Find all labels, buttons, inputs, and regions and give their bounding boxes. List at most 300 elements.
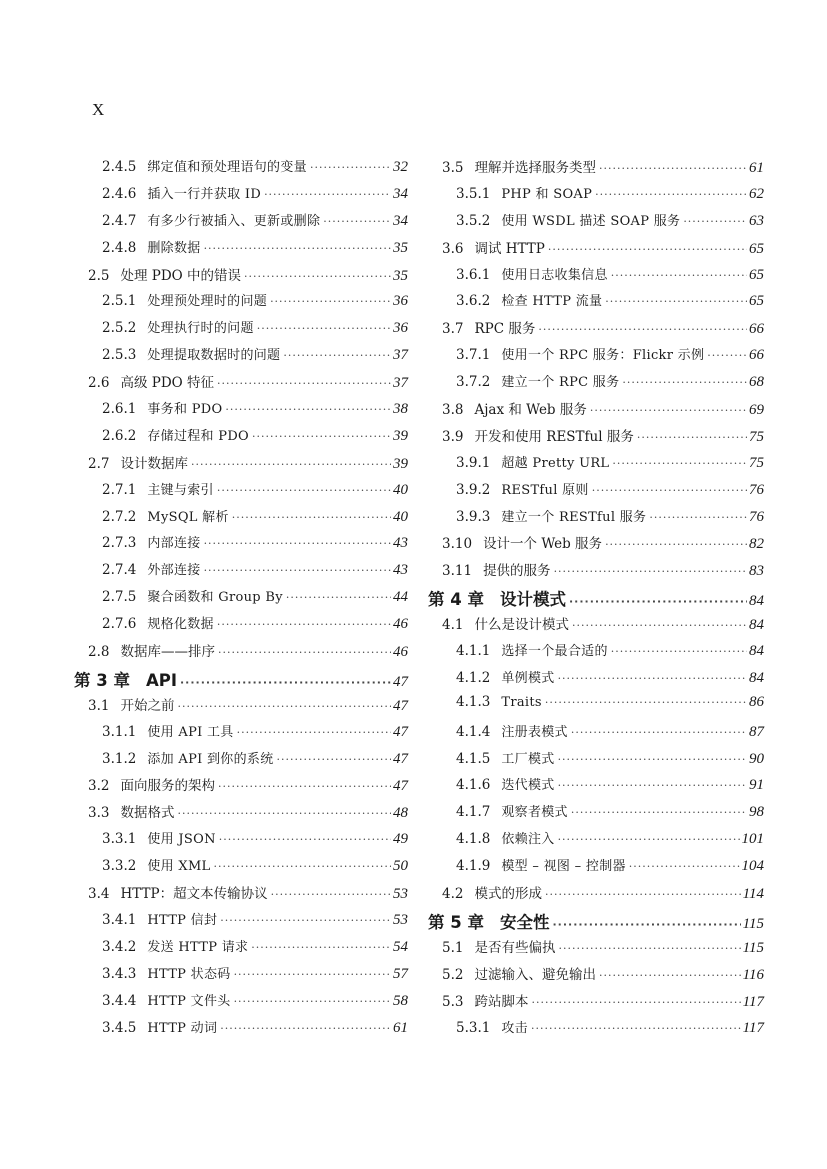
toc-entry-number: 3.4.4	[102, 992, 137, 1009]
toc-entry-section	[74, 264, 408, 291]
leader-dots	[180, 676, 391, 689]
toc-right-column	[428, 156, 764, 1043]
toc-entry-number: 3.7.2	[456, 374, 491, 391]
toc-entry-sub	[74, 479, 408, 506]
toc-entry-title: 存储过程和 PDO	[147, 428, 250, 444]
toc-entry-sub	[74, 613, 408, 640]
leader-dots	[545, 696, 747, 709]
toc-entry-title: 安全性	[499, 912, 550, 932]
toc-entry-title: 处理提取数据时的问题	[147, 348, 281, 364]
toc-entry-sub	[428, 210, 764, 237]
toc-entry-number: 2.7.6	[102, 616, 137, 633]
toc-entry-number: 3.9.1	[456, 454, 491, 471]
toc-entry-title: 模式的形成	[474, 886, 542, 903]
toc-entry-page: 53	[393, 886, 408, 903]
toc-entry-number: 5.3.1	[456, 1019, 491, 1036]
toc-entry-section	[428, 936, 764, 963]
toc-entry-sub	[428, 506, 764, 533]
toc-entry-title: 规格化数据	[147, 617, 214, 633]
toc-entry-sub	[428, 452, 764, 479]
toc-entry-sub	[428, 774, 764, 801]
toc-entry-page: 35	[393, 267, 408, 284]
toc-entry-section	[74, 801, 408, 828]
toc-entry-title: 设计一个 Web 服务	[483, 536, 603, 553]
toc-entry-title: 攻击	[501, 1020, 528, 1036]
toc-entry-page: 50	[393, 858, 408, 875]
toc-entry-sub	[428, 1017, 764, 1044]
leader-dots	[220, 914, 391, 927]
toc-entry-number: 2.7.2	[102, 508, 137, 525]
toc-entry-page: 58	[393, 992, 408, 1009]
toc-entry-title: 超越 Pretty URL	[501, 455, 610, 471]
toc-entry-page: 39	[393, 427, 408, 444]
leader-dots	[217, 377, 391, 390]
toc-entry-number: 2.4.5	[102, 159, 137, 175]
toc-entry-number: 2.7.1	[102, 481, 137, 498]
toc-entry-title: 过滤输入、避免输出	[474, 966, 596, 983]
toc-entry-sub	[74, 210, 408, 237]
toc-entry-number: 3.9.3	[456, 508, 491, 525]
toc-entry-title: 选择一个最合适的	[501, 644, 608, 660]
leader-dots	[225, 403, 391, 416]
toc-entry-page: 62	[749, 185, 764, 202]
toc-entry-number: 5.1	[442, 939, 464, 956]
toc-entry-sub	[428, 801, 764, 828]
leader-dots	[237, 726, 391, 739]
toc-entry-page: 48	[393, 805, 408, 822]
leader-dots	[218, 780, 391, 793]
toc-entry-title: 模型 – 视图 – 控制器	[501, 859, 626, 875]
toc-entry-sub	[74, 909, 408, 936]
toc-entry-page: 65	[749, 266, 764, 283]
leader-dots	[545, 888, 741, 901]
toc-entry-sub	[74, 586, 408, 613]
leader-dots	[558, 833, 740, 846]
toc-entry-page: 75	[749, 428, 764, 445]
toc-entry-number: 4.1.2	[456, 669, 491, 686]
toc-entry-number: 4.1.8	[456, 831, 491, 848]
leader-dots	[264, 188, 391, 201]
toc-entry-number: 3.5.1	[456, 185, 491, 202]
toc-entry-sub	[74, 828, 408, 855]
toc-entry-sub	[428, 290, 764, 317]
leader-dots	[558, 753, 747, 766]
toc-entry-number: 3.4.3	[102, 965, 137, 982]
toc-entry-section	[74, 882, 408, 909]
toc-entry-sub	[74, 990, 408, 1017]
leader-dots	[323, 215, 391, 228]
toc-entry-number: 3.4.2	[102, 938, 137, 955]
toc-entry-title: HTTP 文件头	[147, 993, 231, 1009]
leader-dots	[191, 458, 391, 471]
toc-entry-title: 调试 HTTP	[474, 240, 545, 257]
toc-entry-sub	[74, 1017, 408, 1044]
leader-dots	[531, 996, 740, 1009]
toc-entry-number: 3.7.1	[456, 347, 491, 364]
leader-dots	[622, 376, 747, 389]
leader-dots	[558, 672, 747, 685]
toc-entry-section	[74, 694, 408, 721]
toc-entry-title: HTTP 状态码	[147, 966, 231, 982]
leader-dots	[286, 591, 391, 604]
toc-entry-title: 外部连接	[147, 563, 201, 579]
toc-entry-page: 57	[393, 965, 408, 982]
leader-dots	[270, 295, 391, 308]
leader-dots	[629, 860, 740, 873]
toc-entry-title: 主键与索引	[147, 482, 214, 498]
leader-dots	[552, 918, 740, 931]
leader-dots	[271, 888, 391, 901]
toc-entry-title: 使用日志收集信息	[501, 267, 608, 283]
leader-dots	[554, 565, 747, 578]
toc-entry-page: 47	[393, 750, 408, 767]
toc-entry-number: 3.3.1	[102, 831, 137, 848]
toc-entry-title: 使用一个 RPC 服务：Flickr 示例	[501, 348, 705, 364]
toc-entry-number: 3.1	[88, 697, 110, 714]
leader-dots	[612, 457, 747, 470]
leader-dots	[220, 1022, 391, 1035]
toc-entry-title: 使用 JSON	[147, 832, 216, 848]
toc-entry-page: 49	[393, 831, 408, 848]
toc-entry-title: 观察者模式	[501, 805, 568, 821]
toc-entry-page: 47	[393, 697, 408, 714]
toc-entry-title: 提供的服务	[483, 563, 551, 580]
toc-entry-number: 3.9	[442, 428, 464, 445]
toc-entry-sub	[428, 748, 764, 775]
toc-entry-section	[428, 425, 764, 452]
leader-dots	[204, 564, 391, 577]
toc-entry-title: HTTP：超文本传输协议	[120, 886, 268, 903]
toc-entry-section	[428, 613, 764, 640]
toc-entry-number: 2.4.6	[102, 185, 137, 202]
toc-entry-number: 2.6.2	[102, 427, 137, 444]
toc-entry-page: 44	[393, 589, 408, 606]
toc-entry-number: 4.1.7	[456, 804, 491, 821]
toc-entry-page: 36	[393, 320, 408, 337]
toc-entry-page: 66	[749, 347, 764, 364]
toc-entry-sub	[428, 721, 764, 748]
leader-dots	[548, 243, 747, 256]
toc-entry-sub	[428, 371, 764, 398]
toc-entry-section	[74, 452, 408, 479]
toc-entry-title: 高级 PDO 特征	[120, 375, 215, 392]
toc-entry-title: 处理 PDO 中的错误	[120, 267, 242, 284]
toc-entry-page: 91	[749, 777, 764, 794]
leader-dots	[244, 270, 391, 283]
toc-entry-number: 3.10	[442, 536, 473, 553]
toc-entry-sub	[74, 532, 408, 559]
toc-entry-page: 36	[393, 293, 408, 310]
toc-entry-title: 注册表模式	[501, 724, 568, 740]
toc-entry-title: PHP 和 SOAP	[501, 186, 593, 202]
toc-entry-number: 3.9.2	[456, 481, 491, 498]
toc-entry-sub	[428, 694, 764, 721]
leader-dots	[217, 484, 391, 497]
toc-entry-number: 3.2	[88, 778, 110, 795]
toc-entry-number: 第 4 章	[428, 590, 484, 610]
leader-dots	[531, 1022, 741, 1035]
toc-entry-page: 98	[749, 804, 764, 821]
toc-entry-sub	[428, 828, 764, 855]
toc-entry-sub	[74, 748, 408, 775]
toc-entry-title: 事务和 PDO	[147, 402, 223, 418]
toc-entry-title: 面向服务的架构	[120, 778, 215, 795]
toc-entry-page: 38	[393, 401, 408, 418]
toc-entry-page: 86	[749, 693, 764, 710]
toc-entry-page: 46	[393, 644, 408, 661]
toc-entry-number: 5.2	[442, 966, 464, 983]
toc-entry-number: 3.11	[442, 563, 473, 580]
toc-entry-title: 迭代模式	[501, 778, 555, 794]
toc-entry-number: 2.7.4	[102, 562, 137, 579]
toc-entry-page: 37	[393, 375, 408, 392]
toc-entry-page: 84	[749, 669, 764, 686]
leader-dots	[649, 511, 747, 524]
toc-entry-title: 是否有些偏执	[474, 939, 556, 956]
leader-dots	[214, 860, 392, 873]
toc-entry-number: 5.3	[442, 993, 464, 1010]
toc-entry-title: 建立一个 RESTful 服务	[501, 509, 647, 525]
toc-entry-title: 理解并选择服务类型	[474, 160, 596, 176]
toc-entry-page: 75	[749, 454, 764, 471]
toc-left-column	[74, 156, 408, 1043]
toc-entry-page: 32	[393, 159, 408, 175]
leader-dots	[217, 618, 391, 631]
toc-entry-page: 76	[749, 481, 764, 498]
toc-entry-title: API	[145, 670, 177, 690]
toc-entry-page: 90	[749, 750, 764, 767]
toc-entry-title: 开始之前	[120, 697, 175, 714]
toc-entry-sub	[74, 425, 408, 452]
toc-entry-number: 2.4.7	[102, 212, 137, 229]
toc-entry-section	[428, 156, 764, 183]
leader-dots	[177, 700, 391, 713]
toc-entry-title: 使用 API 工具	[147, 724, 234, 740]
toc-entry-number: 2.7.5	[102, 589, 137, 606]
toc-entry-title: 数据库——排序	[120, 644, 215, 661]
leader-dots	[558, 779, 747, 792]
toc-entry-page: 43	[393, 562, 408, 579]
toc-entry-number: 4.1.4	[456, 723, 491, 740]
toc-entry-number: 2.5.1	[102, 293, 137, 310]
leader-dots	[218, 646, 391, 659]
toc-entry-page: 84	[749, 643, 764, 660]
toc-entry-number: 2.7.3	[102, 535, 137, 552]
leader-dots	[204, 242, 391, 255]
toc-entry-page: 69	[749, 402, 764, 419]
toc-entry-sub	[428, 667, 764, 694]
leader-dots	[605, 295, 747, 308]
toc-entry-sub	[74, 559, 408, 586]
toc-entry-number: 3.4	[88, 886, 110, 903]
toc-entry-page: 47	[393, 778, 408, 795]
toc-entry-sub	[74, 156, 408, 183]
toc-entry-page: 101	[741, 831, 764, 848]
leader-dots	[277, 753, 392, 766]
toc-entry-page: 47	[393, 723, 408, 740]
toc-entry-sub	[74, 290, 408, 317]
leader-dots	[611, 645, 747, 658]
toc-entry-number: 4.2	[442, 886, 464, 903]
toc-entry-page: 63	[749, 212, 764, 229]
toc-entry-title: 建立一个 RPC 服务	[501, 375, 620, 391]
leader-dots	[592, 484, 747, 497]
toc-entry-number: 3.6.2	[456, 293, 491, 310]
toc-entry-title: 插入一行并获取 ID	[147, 186, 262, 202]
toc-entry-sub	[74, 855, 408, 882]
toc-entry-page: 37	[393, 347, 408, 364]
toc-entry-number: 2.6.1	[102, 401, 137, 418]
toc-entry-number: 第 5 章	[428, 912, 484, 932]
toc-entry-title: 设计数据库	[120, 455, 188, 472]
toc-entry-title: 跨站脚本	[474, 993, 529, 1010]
toc-entry-number: 2.8	[88, 644, 110, 661]
toc-entry-number: 4.1.9	[456, 858, 491, 875]
toc-entry-number: 4.1.6	[456, 777, 491, 794]
toc-entry-page: 66	[749, 321, 764, 338]
toc-entry-page: 68	[749, 374, 764, 391]
leader-dots	[707, 349, 747, 362]
toc-entry-chapter	[74, 667, 408, 694]
toc-entry-title: 处理执行时的问题	[147, 321, 254, 337]
toc-entry-section	[428, 559, 764, 586]
toc-entry-title: 使用 XML	[147, 859, 211, 875]
toc-entry-page: 115	[742, 915, 764, 932]
leader-dots	[204, 537, 391, 550]
toc-entry-sub	[428, 344, 764, 371]
leader-dots	[257, 322, 391, 335]
leader-dots	[219, 833, 391, 846]
toc-entry-section	[428, 398, 764, 425]
toc-entry-number: 3.1.2	[102, 750, 137, 767]
toc-entry-section	[428, 882, 764, 909]
toc-entry-section	[74, 640, 408, 667]
toc-entry-title: 工厂模式	[501, 751, 555, 767]
toc-entry-number: 3.5.2	[456, 212, 491, 229]
leader-dots	[571, 726, 747, 739]
toc-entry-page: 84	[749, 593, 764, 610]
toc-entry-number: 3.1.1	[102, 723, 137, 740]
toc-entry-number: 4.1.3	[456, 693, 491, 710]
toc-entry-title: 什么是设计模式	[474, 617, 569, 634]
toc-entry-title: 内部连接	[147, 536, 201, 552]
leader-dots	[252, 430, 391, 443]
toc-entry-page: 54	[393, 938, 408, 955]
toc-entry-title: 处理预处理时的问题	[147, 294, 268, 310]
toc-entry-title: 发送 HTTP 请求	[147, 939, 249, 955]
toc-entry-number: 3.6	[442, 240, 464, 257]
leader-dots	[310, 161, 391, 174]
toc-entry-title: 开发和使用 RESTful 服务	[474, 428, 634, 445]
toc-entry-title: 添加 API 到你的系统	[147, 751, 274, 767]
toc-entry-page: 43	[393, 535, 408, 552]
leader-dots	[569, 595, 747, 608]
toc-entry-section	[428, 532, 764, 559]
leader-dots	[571, 806, 747, 819]
toc-entry-section	[428, 963, 764, 990]
toc-entry-page: 46	[393, 616, 408, 633]
toc-entry-title: 单例模式	[501, 670, 555, 686]
toc-entry-number: 3.3	[88, 805, 110, 822]
toc-entry-number: 3.5	[442, 160, 464, 176]
toc-entry-page: 117	[742, 993, 764, 1010]
toc-entry-sub	[74, 398, 408, 425]
toc-entry-sub	[74, 936, 408, 963]
toc-entry-page: 116	[742, 966, 764, 983]
toc-entry-title: 聚合函数和 Group By	[147, 590, 283, 606]
toc-entry-number: 2.7	[88, 455, 110, 472]
toc-entry-page: 39	[393, 455, 408, 472]
leader-dots	[538, 323, 747, 336]
toc-entry-page: 40	[393, 481, 408, 498]
leader-dots	[637, 431, 747, 444]
toc-entry-page: 34	[393, 185, 408, 202]
toc-entry-page: 35	[393, 239, 408, 256]
toc-entry-sub	[428, 183, 764, 210]
toc-entry-sub	[428, 640, 764, 667]
toc-entry-title: Ajax 和 Web 服务	[474, 402, 587, 419]
leader-dots	[251, 941, 391, 954]
toc-entry-number: 3.4.1	[102, 911, 137, 928]
toc-entry-page: 53	[393, 911, 408, 928]
toc-entry-number: 3.3.2	[102, 858, 137, 875]
toc-entry-sub	[74, 506, 408, 533]
toc-entry-page: 114	[742, 886, 764, 903]
toc-entry-title: 删除数据	[147, 240, 201, 256]
toc-entry-page: 76	[749, 508, 764, 525]
toc-entry-chapter	[428, 586, 764, 613]
toc-entry-chapter	[428, 909, 764, 936]
toc-entry-number: 2.5	[88, 267, 110, 284]
toc-entry-sub	[74, 344, 408, 371]
toc-entry-section	[74, 371, 408, 398]
toc-entry-sub	[74, 963, 408, 990]
toc-entry-page: 34	[393, 212, 408, 229]
toc-entry-title: RESTful 原则	[501, 482, 589, 498]
toc-entry-title: 数据格式	[120, 805, 175, 822]
toc-entry-page: 104	[741, 858, 764, 875]
toc-entry-number: 3.7	[442, 321, 464, 338]
toc-entry-page: 83	[749, 563, 764, 580]
leader-dots	[683, 215, 747, 228]
toc-entry-page: 47	[393, 673, 408, 690]
toc-entry-title: 使用 WSDL 描述 SOAP 服务	[501, 213, 681, 229]
leader-dots	[605, 538, 747, 551]
toc-entry-page: 61	[393, 1019, 408, 1036]
toc-entry-page: 87	[749, 723, 764, 740]
page-number: X	[92, 100, 105, 119]
toc-entry-sub	[428, 264, 764, 291]
toc-entry-title: 设计模式	[499, 590, 566, 610]
toc-entry-sub	[74, 317, 408, 344]
leader-dots	[283, 349, 391, 362]
toc-entry-page: 61	[749, 160, 764, 176]
toc-entry-title: HTTP 动词	[147, 1020, 218, 1036]
toc-entry-page: 40	[393, 508, 408, 525]
toc-entry-number: 4.1.1	[456, 643, 491, 660]
toc-entry-title: 有多少行被插入、更新或删除	[147, 213, 321, 229]
toc-entry-title: HTTP 信封	[147, 912, 218, 928]
toc-entry-number: 2.5.2	[102, 320, 137, 337]
toc-entry-section	[428, 317, 764, 344]
toc-entry-sub	[74, 721, 408, 748]
leader-dots	[611, 269, 747, 282]
toc-entry-number: 2.6	[88, 375, 110, 392]
toc-entry-number: 第 3 章	[74, 670, 130, 690]
toc-entry-number: 3.4.5	[102, 1019, 137, 1036]
toc-entry-page: 65	[749, 293, 764, 310]
toc-entry-title: MySQL 解析	[147, 509, 229, 525]
